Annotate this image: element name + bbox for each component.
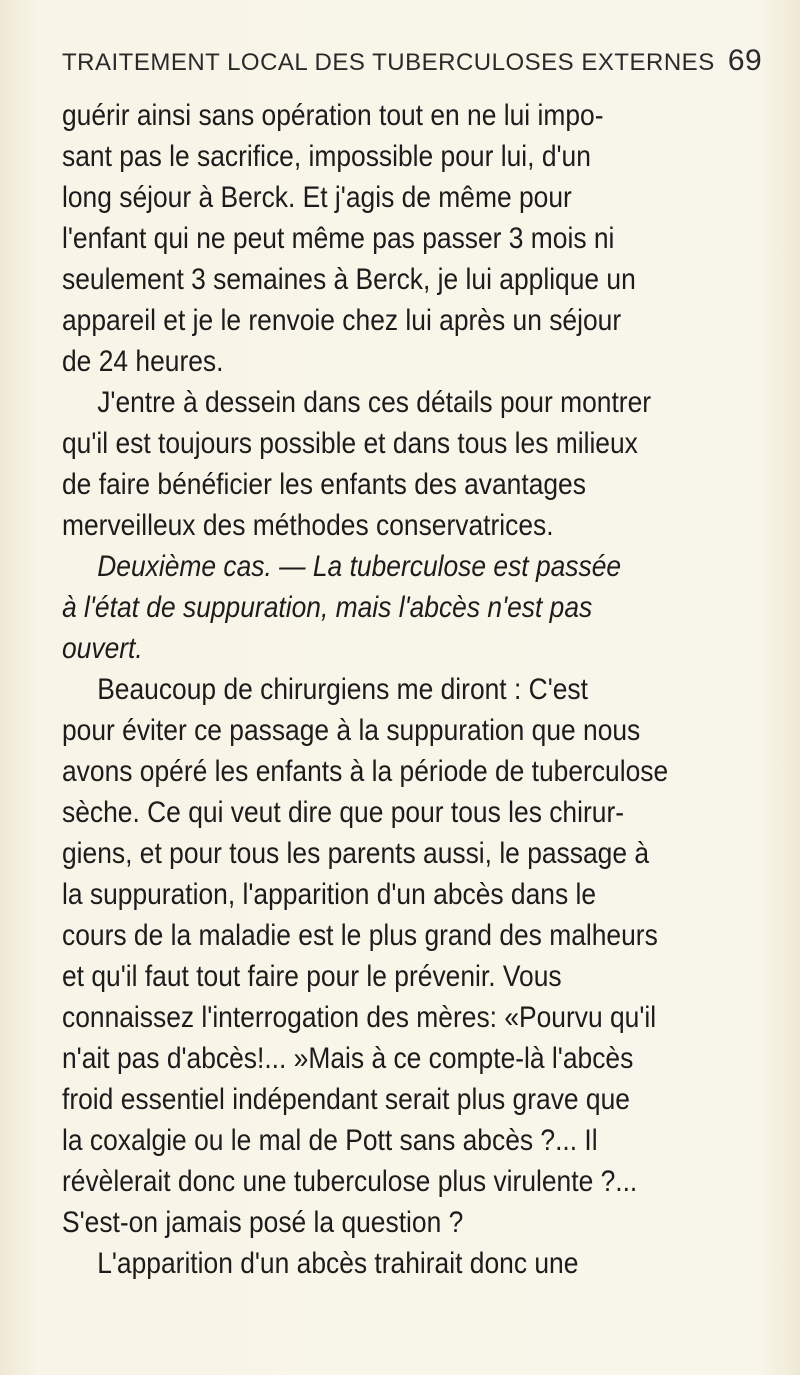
text-line: merveilleux des méthodes conservatrices. xyxy=(62,509,554,542)
text-line: la coxalgie ou le mal de Pott sans abcès ?... Il xyxy=(62,1124,598,1157)
text-line: appareil et je le renvoie chez lui après un séjour xyxy=(62,304,622,337)
text-line: guérir ainsi sans opération tout en ne lui impo- xyxy=(62,99,604,132)
page-number: 69 xyxy=(727,44,763,77)
text-line: sèche. Ce qui veut dire que pour tous les chirur- xyxy=(62,796,625,829)
text-line: J'entre à dessein dans ces détails pour montrer xyxy=(97,386,652,419)
running-title: TRAITEMENT LOCAL DES TUBERCULOSES EXTERNES xyxy=(62,49,715,76)
text-line: et qu'il faut tout faire pour le prévenir. Vous xyxy=(62,960,562,993)
text-line: giens, et pour tous les parents aussi, le passage à xyxy=(62,837,650,870)
text-line: avons opéré les enfants à la période de tuberculose xyxy=(62,755,669,788)
text-line: l'enfant qui ne peut même pas passer 3 mois ni xyxy=(62,222,615,255)
text-line: qu'il est toujours possible et dans tous les milieux xyxy=(62,427,638,460)
text-line: seulement 3 semaines à Berck, je lui applique un xyxy=(62,263,636,296)
text-line: Beaucoup de chirurgiens me diront : C'est xyxy=(97,673,588,706)
text-line: long séjour à Berck. Et j'agis de même pour xyxy=(62,181,572,214)
text-line: S'est-on jamais posé la question ? xyxy=(62,1206,464,1239)
text-line: la suppuration, l'apparition d'un abcès dans le xyxy=(62,878,597,911)
text-line: à l'état de suppuration, mais l'abcès n'est pas xyxy=(62,591,593,624)
running-header xyxy=(62,44,763,78)
text-line: sant pas le sacrifice, impossible pour lui, d'un xyxy=(62,140,591,173)
text-line: pour éviter ce passage à la suppuration que nous xyxy=(62,714,641,747)
text-line: n'ait pas d'abcès!... »Mais à ce compte-là l'abcès xyxy=(62,1042,634,1075)
body-text xyxy=(62,95,742,1284)
text-line: de faire bénéficier les enfants des avantages xyxy=(62,468,586,501)
text-line: Deuxième cas. — La tuberculose est passée xyxy=(97,550,622,583)
text-line: ouvert. xyxy=(62,632,143,665)
text-line: connaissez l'interrogation des mères: «Pourvu qu'il xyxy=(62,1001,657,1034)
text-line: révèlerait donc une tuberculose plus virulente ?... xyxy=(62,1165,638,1198)
text-line: L'apparition d'un abcès trahirait donc une xyxy=(97,1247,579,1280)
text-line: cours de la maladie est le plus grand des malheurs xyxy=(62,919,658,952)
text-line: froid essentiel indépendant serait plus grave que xyxy=(62,1083,630,1116)
text-line: de 24 heures. xyxy=(62,345,224,378)
